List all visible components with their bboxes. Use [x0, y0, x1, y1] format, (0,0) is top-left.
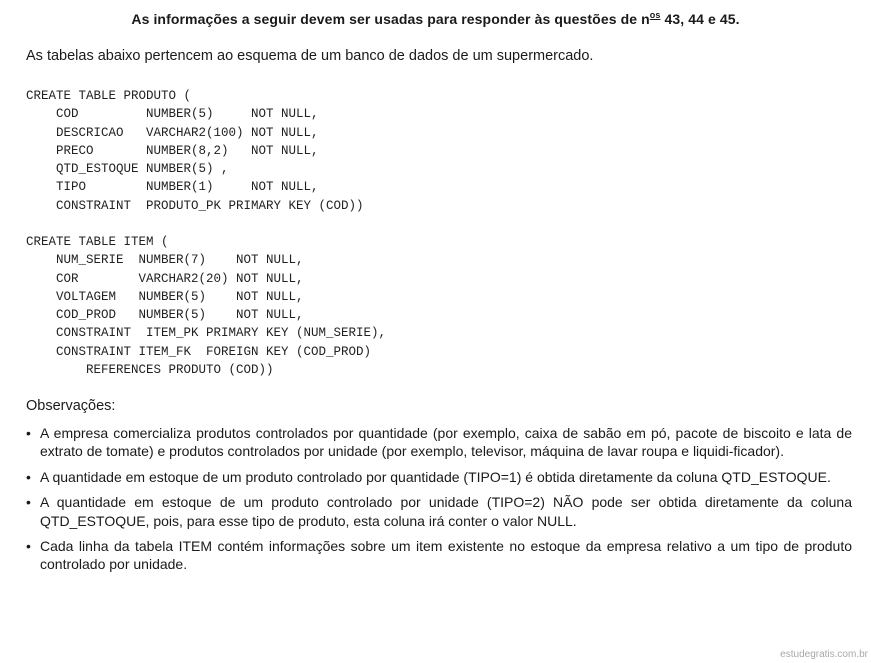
heading-question-numbers: 43, 44 e 45.: [660, 11, 740, 27]
observation-item: • A empresa comercializa produtos controlados por quantidade (por exemplo, caixa de sabão em pó, pacote de biscoito e lata de extrato de tomate) e produtos controlados por unidade (por exemplo, televisor, máquina de lavar roupa e liquidi-ficador).: [26, 424, 852, 461]
page-heading: [0, 10, 871, 27]
observations-list: [26, 424, 852, 581]
observations-title: Observações:: [26, 398, 116, 414]
intro-paragraph: As tabelas abaixo pertencem ao esquema de um banco de dados de um supermercado.: [26, 48, 594, 64]
heading-superscript: os: [649, 10, 661, 20]
observation-item: • A quantidade em estoque de um produto controlado por quantidade (TIPO=1) é obtida diretamente da coluna QTD_ESTOQUE.: [26, 468, 852, 486]
observation-item: • A quantidade em estoque de um produto controlado por unidade (TIPO=2) NÃO pode ser obtida diretamente da coluna QTD_ESTOQUE, pois, para esse tipo de produto, esta coluna irá conter o valor NULL.: [26, 493, 852, 530]
observation-item: • Cada linha da tabela ITEM contém informações sobre um item existente no estoque da empresa relativo a um tipo de produto controlado por unidade.: [26, 537, 852, 574]
heading-text: As informações a seguir devem ser usadas para responder às questões de n: [131, 11, 650, 27]
sql-create-item: CREATE TABLE ITEM ( NUM_SERIE NUMBER(7) NOT NULL, COR VARCHAR2(20) NOT NULL, VOLTAGEM NUMBER(5) NOT NULL, COD_PROD NUMBER(5) NOT NULL, CONSTRAINT ITEM_PK PRIMARY KEY (NUM_SERIE), CONSTRAINT ITEM_FK FOREIGN KEY (COD_PROD) REFERENCES PRODUTO (COD)): [26, 235, 387, 378]
sql-create-produto: CREATE TABLE PRODUTO ( COD NUMBER(5) NOT NULL, DESCRICAO VARCHAR2(100) NOT NULL, PRECO NUMBER(8,2) NOT NULL, QTD_ESTOQUE NUMBER(5) , TIPO NUMBER(1) NOT NULL, CONSTRAINT PRODUTO_PK PRIMARY KEY (COD)): [26, 89, 364, 213]
watermark: estudegratis.com.br: [780, 649, 868, 660]
